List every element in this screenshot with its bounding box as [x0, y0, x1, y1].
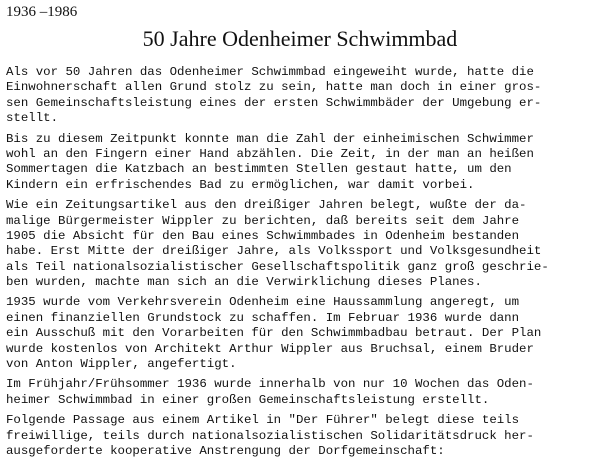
text-line: ben wurden, machte man sich an die Verwirklichung dieses Planes.	[6, 275, 482, 290]
text-line: Einwohnerschaft allen Grund stolz zu sein, hatte man doch in einer gros-	[6, 80, 542, 95]
page-title: 50 Jahre Odenheimer Schwimmbad	[142, 26, 458, 51]
text-line: heimer Schwimmbad in einer großen Gemeinschaftsleistung erstellt.	[6, 392, 490, 407]
text-line: Kindern ein erfrischendes Bad zu ermöglichen, war damit vorbei.	[6, 177, 475, 192]
text-line: ausgeforderte kooperative Anstrengung der Dorfgemeinschaft:	[6, 443, 445, 458]
text-line: Als vor 50 Jahren das Odenheimer Schwimmbad eingeweiht wurde, hatte die	[6, 65, 534, 79]
text-line: Wie ein Zeitungsartikel aus den dreißiger Jahren belegt, wußte der da-	[6, 198, 527, 213]
text-line: stellt.	[6, 111, 59, 126]
text-line: Im Frühjahr/Frühsommer 1936 wurde innerhalb von nur 10 Wochen das Oden-	[6, 377, 534, 392]
text-line: 1905 die Absicht für den Bau eines Schwimmbades in Odenheim bestanden	[6, 228, 520, 243]
text-line: Folgende Passage aus einem Artikel in "Der Führer" belegt diese teils	[6, 413, 520, 428]
text-line: einen finanziellen Grundstock zu schaffen. Im Februar 1936 wurde dann	[6, 310, 520, 325]
paragraph-3	[6, 198, 590, 290]
paragraph-6	[6, 413, 590, 459]
article-body	[6, 65, 590, 464]
text-line: malige Bürgermeister Wippler zu berichten, daß bereits seit dem Jahre	[6, 213, 520, 228]
text-line: freiwillige, teils durch nationalsozialistischen Solidaritätsdruck her-	[6, 428, 534, 443]
text-line: ein Ausschuß mit den Vorarbeiten für den Schwimmbadbau betraut. Der Plan	[6, 326, 542, 341]
paragraph-1	[6, 65, 590, 127]
year-range-header: 1936 –1986	[6, 4, 78, 20]
paragraph-2	[6, 132, 590, 194]
text-line: Sommertagen die Katzbach an bestimmten Stellen gestaut hatte, um den	[6, 162, 512, 177]
text-line: Bis zu diesem Zeitpunkt konnte man die Zahl der einheimischen Schwimmer	[6, 131, 534, 146]
paragraph-5	[6, 377, 590, 408]
text-line: von Anton Wippler, angefertigt.	[6, 357, 237, 372]
text-line: wohl an den Fingern einer Hand abzählen. Die Zeit, in der man an heißen	[6, 146, 534, 161]
text-line: sen Gemeinschaftsleistung eines der ersten Schwimmbäder der Umgebung er-	[6, 95, 542, 110]
text-line: wurde kostenlos von Architekt Arthur Wippler aus Bruchsal, einem Bruder	[6, 341, 534, 356]
text-line: als Teil nationalsozialistischer Gesellschaftspolitik ganz groß geschrie-	[6, 259, 549, 274]
text-line: habe. Erst Mitte der dreißiger Jahre, als Volkssport und Volksgesundheit	[6, 244, 542, 259]
text-line: 1935 wurde vom Verkehrsverein Odenheim eine Haussammlung angeregt, um	[6, 295, 520, 310]
paragraph-4	[6, 295, 590, 372]
